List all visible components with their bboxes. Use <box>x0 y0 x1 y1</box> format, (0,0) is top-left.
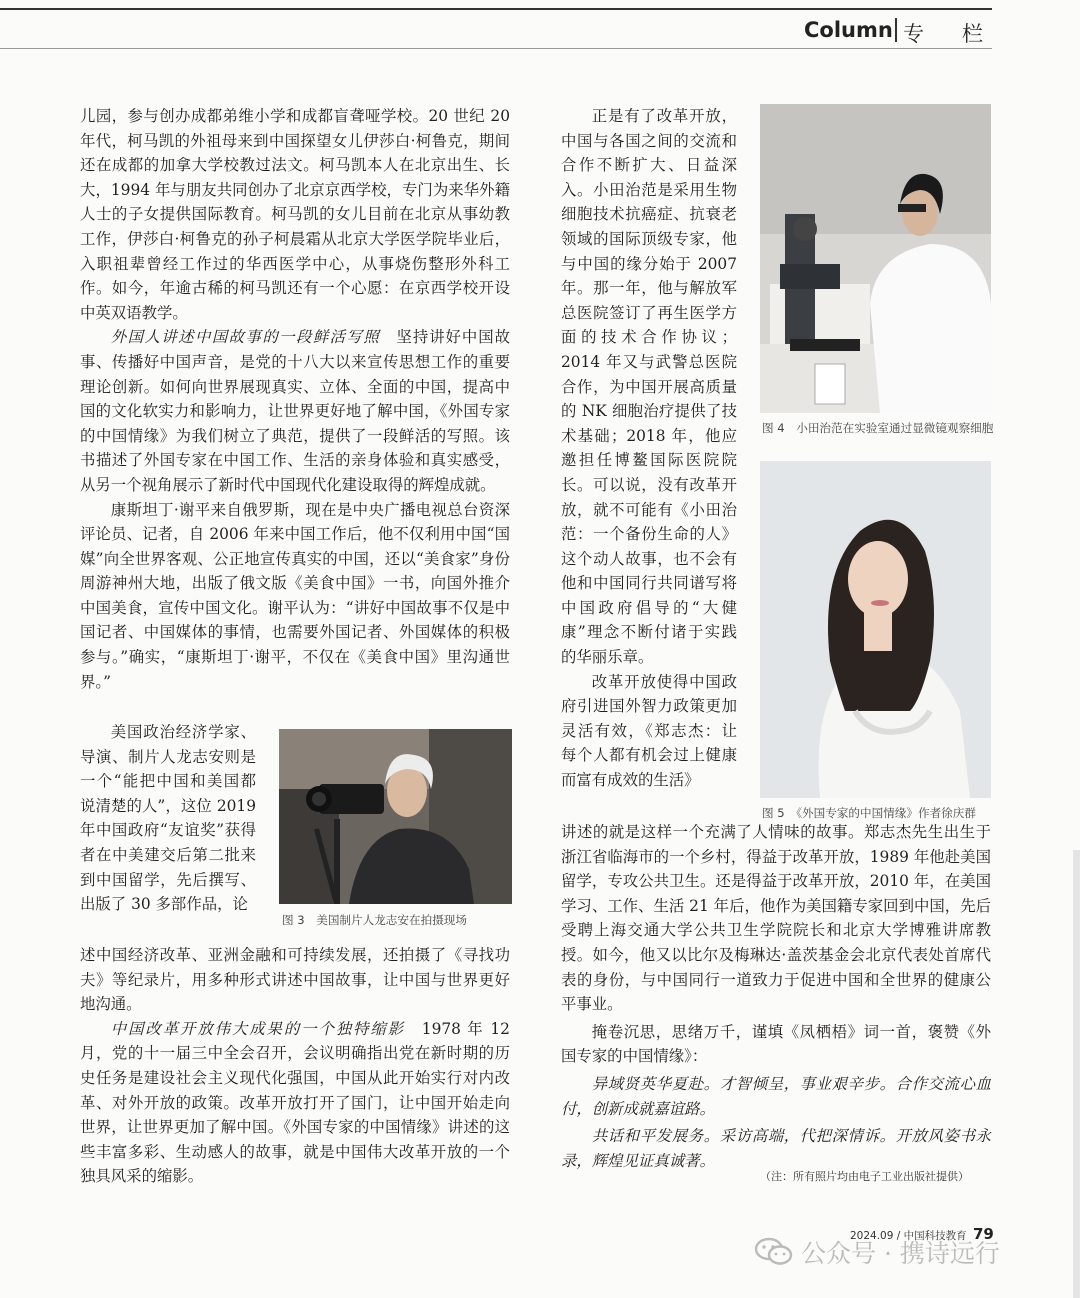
figure-4-photo <box>760 104 991 413</box>
watermark-text: 公众号 · 携诗远行 <box>801 1239 1000 1268</box>
header-rule-bottom <box>0 48 992 49</box>
photo-credit-note: （注：所有照片均由电子工业出版社提供） <box>760 1170 969 1183</box>
paragraph: 讲述的就是这样一个充满了人情味的故事。郑志杰先生出生于浙江省临海市的一个乡村，得益于改革开放，1989 年他赴美国留学，专攻公共卫生。还是得益于改革开放，2010 年，在美国学习、工作、生活 21 年后，他作为美国籍专家回到中国，先后受聘上海交通大学公共卫生学院院长和北京大学博雅讲席教授。如今，他又以比尔及梅琳达·盖茨基金会北京代表处首席代表的身份，与中国同行一道致力于促进中国和全世界的健康公平事业。 <box>561 823 991 1014</box>
column-label: Column <box>804 18 893 42</box>
figure-5-caption: 图 5 《外国专家的中国情缘》作者徐庆群 <box>762 806 976 820</box>
left-column-bottom <box>80 943 510 1189</box>
figure-4-caption: 图 4 小田治范在实验室通过显微镜观察细胞 <box>762 421 994 435</box>
right-column-narrow-top <box>561 104 737 793</box>
paragraph: 掩卷沉思，思绪万千，谨填《凤栖梧》词一首，褒赞《外国专家的中国情缘》： <box>561 1022 991 1066</box>
watermark <box>755 1234 1000 1270</box>
page-edge <box>1073 850 1080 1298</box>
journal-footer: 2024.09 / 中国科技教育 <box>850 1230 967 1242</box>
paragraph: 康斯坦丁·谢平来自俄罗斯，现在是中央广播电视总台资深评论员、记者，自 2006 年来中国工作后，他不仅利用中国“国媒”向全世界客观、公正地宣传真实的中国，还以“美食家”身份周游神州大地，出版了俄文版《美食中国》一书，向国外推介中国美食，宣传中国文化。谢平认为：“讲好中国故事不仅是中国记者、中国媒体的事情，也需要外国记者、外国媒体的积极参与。”确实，“康斯坦丁·谢平，不仅在《美食中国》里沟通世界。” <box>80 500 510 691</box>
header-rule-top <box>0 8 992 10</box>
poem-stanza: 共话和平发展务。采访高端，代把深情诉。开放风姿书永录，辉煌见证真诚著。 <box>561 1127 991 1170</box>
paragraph: 正是有了改革开放，中国与各国之间的交流和合作不断扩大、日益深入。小田治范是采用生物细胞技术抗癌症、抗衰老领域的国际顶级专家，他与中国的缘分始于 2007 年。那一年，他与解放军总医院签订了再生医学方面的技术合作协议；2014 年又与武警总医院合作，为中国开展高质量的 NK 细胞治疗提供了技术基础；2018 年，他应邀担任博鳌国际医院院长。可以说，没有改革开放，就不可能有《小田治范：一个备份生命的人》这个动人故事，也不会有他和中国同行共同谱写将中国政府倡导的“大健康”理念不断付诸于实践的华丽乐章。 <box>561 107 737 667</box>
left-column-narrow <box>80 720 256 917</box>
page-number: 79 <box>973 1225 994 1243</box>
column-label-cn: 专栏 <box>903 22 1021 46</box>
paragraph: 外国人讲述中国故事的一段鲜活写照 坚持讲好中国故事、传播好中国声音，是党的十八大以来宣传思想工作的重要理论创新。如何向世界展现真实、立体、全面的中国，提高中国的文化软实力和影响力，让世界更好地了解中国，《外国专家的中国情缘》为我们树立了典范，提供了一段鲜活的写照。该书描述了外国专家在中国工作、生活的亲身体验和真实感受，从另一个视角展示了新时代中国现代化建设取得的辉煌成就。 <box>80 328 510 494</box>
figure-5-photo <box>760 461 991 798</box>
paragraph: 改革开放使得中国政府引进国外智力政策更加灵活有效，《郑志杰：让每个人都有机会过上健康而富有成效的生活》 <box>561 672 737 790</box>
section-heading: 外国人讲述中国故事的一段鲜活写照 <box>110 328 381 347</box>
right-column-bottom <box>561 820 991 1173</box>
paragraph: 述中国经济改革、亚洲金融和可持续发展，还拍摄了《寻找功夫》等纪录片，用多种形式讲述中国故事，让中国与世界更好地沟通。 <box>80 946 510 1014</box>
paragraph: 美国政治经济学家、导演、制片人龙志安则是一个“能把中国和美国都说清楚的人”，这位 2019 年中国政府“友谊奖”获得者在中美建交后第二批来到中国留学，先后撰写、出版了 30 多部作品，论 <box>80 723 256 914</box>
figure-3-photo <box>279 729 512 904</box>
header-separator <box>895 18 897 42</box>
paragraph: 中国改革开放伟大成果的一个独特缩影 1978 年 12 月，党的十一届三中全会召开，会议明确指出党在新时期的历史任务是建设社会主义现代化强国，中国从此开始实行对内改革、对外开放的政策。改革开放打开了国门，让中国开始走向世界，让世界更加了解中国。《外国专家的中国情缘》讲述的这些丰富多彩、生动感人的故事，就是中国伟大改革开放的一个独具风采的缩影。 <box>80 1019 510 1186</box>
figure-3-caption: 图 3 美国制片人龙志安在拍摄现场 <box>282 913 467 927</box>
left-column-top <box>80 104 510 694</box>
poem-stanza: 异域贤英华夏赴。才智倾呈，事业艰辛步。合作交流心血付，创新成就嘉谊路。 <box>561 1074 991 1118</box>
section-heading: 中国改革开放伟大成果的一个独特缩影 <box>110 1019 405 1038</box>
paragraph: 儿园，参与创办成都弟维小学和成都盲聋哑学校。20 世纪 20 年代，柯马凯的外祖母来到中国探望女儿伊莎白·柯鲁克，期间还在成都的加拿大学校教过法文。柯马凯本人在北京出生、长大，1994 年与朋友共同创办了北京京西学校，专门为来华外籍人士的子女提供国际教育。柯马凯的女儿目前在北京从事幼教工作，伊莎白·柯鲁克的孙子柯晨霜从北京大学医学院毕业后，入职祖辈曾经工作过的华西医学中心，从事烧伤整形外科工作。如今，年逾古稀的柯马凯还有一个心愿：在京西学校开设中英双语教学。 <box>80 107 510 322</box>
wechat-icon <box>755 1237 793 1267</box>
